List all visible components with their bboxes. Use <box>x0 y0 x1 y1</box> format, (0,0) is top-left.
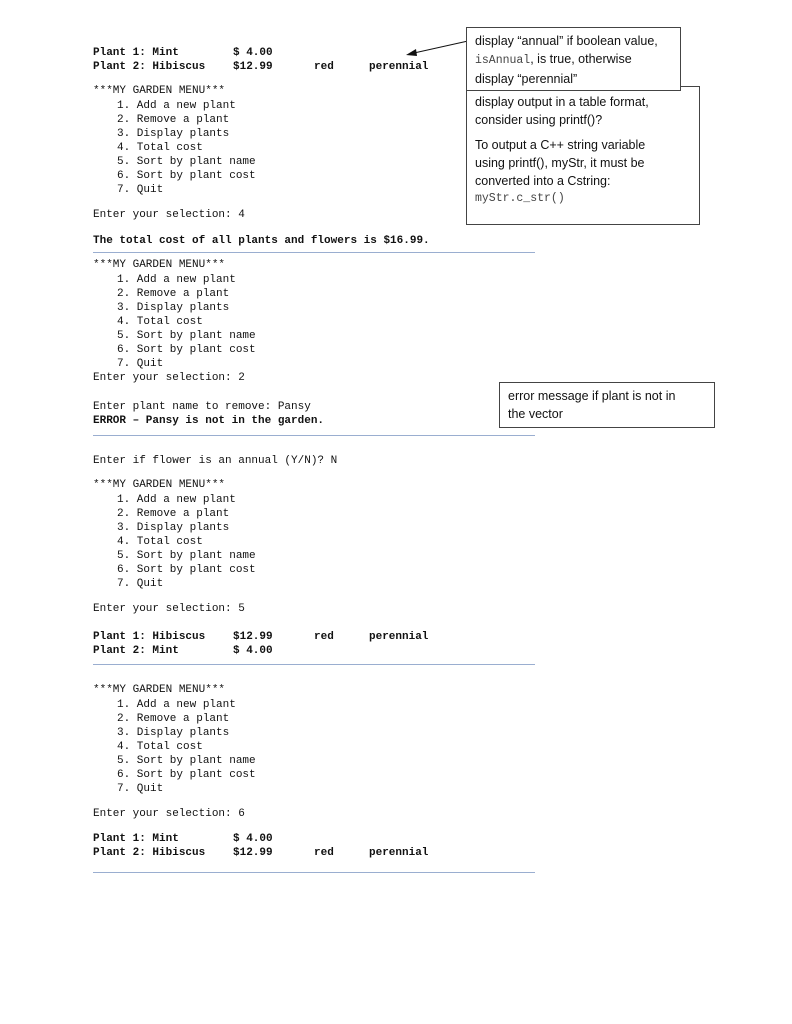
annual-note <box>466 27 681 91</box>
menu-item: 2. Remove a plant <box>117 713 230 725</box>
menu-item: 4. Total cost <box>117 741 203 753</box>
total-cost-output: The total cost of all plants and flowers is $16.99. <box>93 235 430 247</box>
menu-item: 2. Remove a plant <box>117 288 230 300</box>
note-code: isAnnual <box>475 54 531 67</box>
menu-item: 2. Remove a plant <box>117 114 230 126</box>
menu-item: 4. Total cost <box>117 142 203 154</box>
note-text: display “perennial” <box>475 72 578 86</box>
menu-item: 1. Add a new plant <box>117 699 236 711</box>
section-divider <box>93 252 535 253</box>
menu-item: 7. Quit <box>117 783 164 795</box>
selection-prompt: Enter your selection: 6 <box>93 808 245 820</box>
menu-item: 5. Sort by plant name <box>117 550 256 562</box>
menu-item: 1. Add a new plant <box>117 274 236 286</box>
note-text: using printf(), myStr, it must be <box>475 156 645 170</box>
selection-prompt: Enter your selection: 4 <box>93 209 245 221</box>
note-text: error message if plant is not in <box>508 389 676 403</box>
menu-item: 7. Quit <box>117 358 164 370</box>
note-text: To output a C++ string variable <box>475 138 646 152</box>
note-text: display “annual” if boolean value, <box>475 34 658 48</box>
plant-row: Plant 2: Hibiscus $12.99 red perennial <box>93 61 429 73</box>
note-text: isAnnual, is true, otherwise <box>475 52 632 67</box>
note-text: the vector <box>508 407 563 421</box>
menu-item: 5. Sort by plant name <box>117 330 256 342</box>
menu-title: ***MY GARDEN MENU*** <box>93 85 226 97</box>
note-text: consider using printf()? <box>475 113 603 127</box>
section-divider <box>93 872 535 873</box>
note-text: converted into a Cstring: <box>475 174 611 188</box>
menu-item: 3. Display plants <box>117 302 230 314</box>
annual-prompt: Enter if flower is an annual (Y/N)? N <box>93 455 338 467</box>
menu-item: 6. Sort by plant cost <box>117 170 256 182</box>
note-code: myStr.c_str() <box>475 192 565 205</box>
menu-item: 3. Display plants <box>117 522 230 534</box>
note-text: display output in a table format, <box>475 95 649 109</box>
menu-item: 1. Add a new plant <box>117 494 236 506</box>
menu-item: 3. Display plants <box>117 128 230 140</box>
callout-arrow <box>400 38 470 60</box>
plant-row: Plant 2: Mint $ 4.00 <box>93 645 273 657</box>
menu-item: 6. Sort by plant cost <box>117 344 256 356</box>
menu-item: 2. Remove a plant <box>117 508 230 520</box>
section-divider <box>93 664 535 665</box>
menu-item: 4. Total cost <box>117 536 203 548</box>
selection-prompt: Enter your selection: 2 <box>93 372 245 384</box>
menu-item: 6. Sort by plant cost <box>117 564 256 576</box>
remove-prompt: Enter plant name to remove: Pansy <box>93 401 311 413</box>
menu-item: 4. Total cost <box>117 316 203 328</box>
error-note <box>499 382 715 428</box>
plant-row: Plant 1: Mint $ 4.00 <box>93 47 273 59</box>
menu-title: ***MY GARDEN MENU*** <box>93 259 226 271</box>
menu-item: 1. Add a new plant <box>117 100 236 112</box>
menu-title: ***MY GARDEN MENU*** <box>93 684 226 696</box>
menu-item: 7. Quit <box>117 578 164 590</box>
selection-prompt: Enter your selection: 5 <box>93 603 245 615</box>
menu-item: 5. Sort by plant name <box>117 755 256 767</box>
error-message: ERROR – Pansy is not in the garden. <box>93 415 325 427</box>
menu-item: 7. Quit <box>117 184 164 196</box>
printf-note <box>466 86 700 225</box>
menu-title: ***MY GARDEN MENU*** <box>93 479 226 491</box>
menu-item: 5. Sort by plant name <box>117 156 256 168</box>
menu-item: 3. Display plants <box>117 727 230 739</box>
section-divider <box>93 435 535 436</box>
menu-item: 6. Sort by plant cost <box>117 769 256 781</box>
plant-row: Plant 2: Hibiscus $12.99 red perennial <box>93 847 429 859</box>
plant-row: Plant 1: Mint $ 4.00 <box>93 833 273 845</box>
plant-row: Plant 1: Hibiscus $12.99 red perennial <box>93 631 429 643</box>
